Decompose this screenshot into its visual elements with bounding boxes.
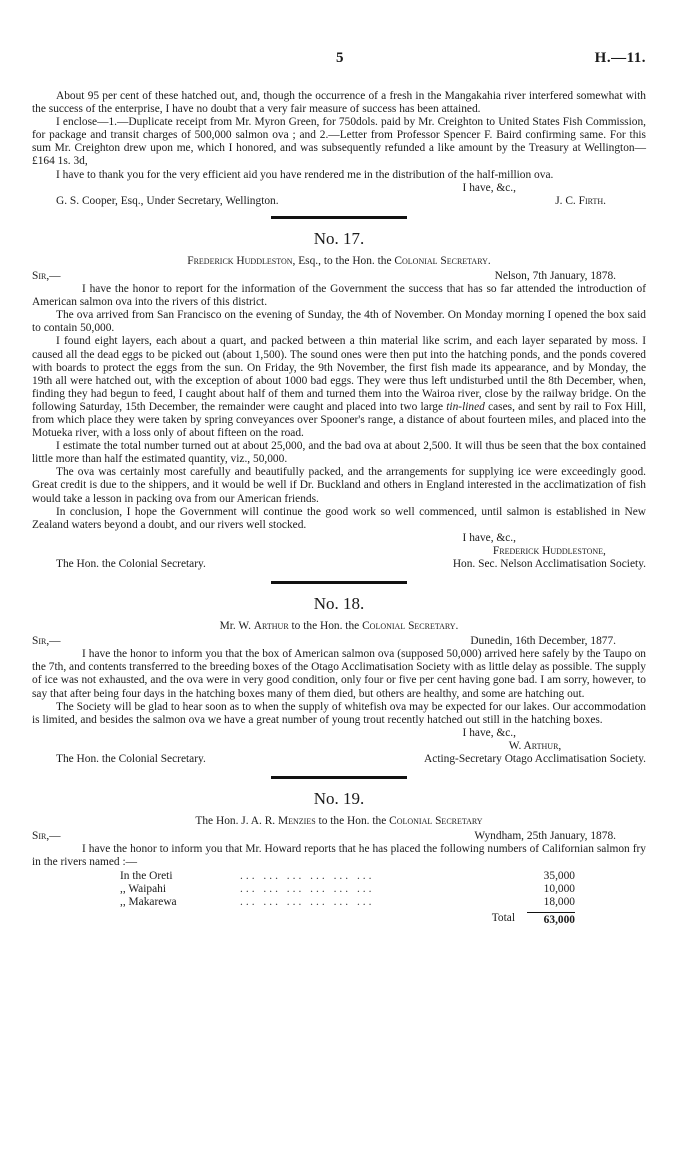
signature-block: Frederick Huddlestone, Hon. Sec. Nelson Acclimatisation Society. xyxy=(452,544,646,570)
section-divider xyxy=(271,216,407,219)
table-total: Total 63,000 xyxy=(491,911,575,926)
salutation: Sir,— xyxy=(32,269,61,282)
letter-number: No. 18. xyxy=(313,594,365,614)
closing-phrase: I have, &c., xyxy=(462,531,516,544)
table-row: ,, Makarewa ... ... ... ... ... ... 18,000 xyxy=(120,895,575,908)
closing-phrase: I have, &c., xyxy=(462,181,516,194)
addressee: G. S. Cooper, Esq., Under Secretary, Wellington. xyxy=(56,194,279,207)
paragraph: I found eight layers, each about a quart, and packed between a thin material like scrim, and each layer separated by moss. I caused all the dead eggs to be picked out (about 1,500). The sound ones were then put into the hatching ponds, and the ponds covered with boards to protect the eggs from the sun. On Friday, the 9th November, the first fish made its appearance, and by Monday, the 19th all were hatched out, with the exception of about 1000 bad eggs. They were thus left undisturbed until the 8th December, when, finding they had begun to feed, I caught about half of them and turned them into the Wairoa river, close by the railway bridge. On the following Saturday, 15th December, the remainder were caught and placed into two large tin-lined cases, and sent by rail to Fox Hill, from which place they were taken by spring conveyances over Spooner's range, a distance of about fourteen miles, and placed into the Motueka river, with a loss only of about fifteen on the road. xyxy=(32,335,646,440)
letter-16-continuation xyxy=(32,90,646,208)
salmon-fry-table xyxy=(120,870,575,927)
letter-18 xyxy=(32,594,646,766)
paragraph: The ova was certainly most carefully and beautifully packed, and the arrangements for supplying ice were exceedingly good. Great credit is due to the shippers, and it would be well if Dr. Buckland and others in England interested in the acclimatization of fish would take a lesson in packing ova from our American friends. xyxy=(32,466,646,505)
page-number: 5 xyxy=(336,50,344,66)
letter-number: No. 19. xyxy=(313,789,365,809)
table-row: ,, Waipahi ... ... ... ... ... ... 10,000 xyxy=(120,882,575,895)
paragraph: I enclose—1.—Duplicate receipt from Mr. Myron Green, for 750dols. paid by Mr. Creighton to United States Fish Commission, for package and transit charges of 500,000 salmon ova ; and 2.—Letter from Professor Spencer F. Baird confirming same. For this sum Mr. Creighton drew upon me, which I honored, and was subsequently refunded a like amount by the Treasury at Wellington—£164 1s. 3d, xyxy=(32,116,646,168)
letter-17 xyxy=(32,229,646,571)
paragraph: I estimate the total number turned out at about 25,000, and the bad ova at about 2,500. It will thus be seen that the box contained little more than half the estimated quantity, viz., 50,000. xyxy=(32,440,646,466)
place-date: Wyndham, 25th January, 1878. xyxy=(474,830,616,843)
place-date: Dunedin, 16th December, 1877. xyxy=(470,635,616,648)
paragraph: The Society will be glad to hear soon as to when the supply of whitefish ova may be expected for our lakes. Our accommodation is limited, and besides the salmon ova we have a great number of young trout recently hatched out still in the hatching boxes. xyxy=(32,700,646,726)
section-divider xyxy=(271,581,407,584)
section-divider xyxy=(271,776,407,779)
paragraph: I have the honor to report for the information of the Government the success that has so far attended the introduction of American salmon ova into the rivers of this district. xyxy=(32,283,646,309)
paragraph: I have the honor to inform you that the box of American salmon ova (supposed 50,000) arrived here safely by the Taupo on the 7th, and contents transferred to the breeding boxes of the Otago Acclimatisation Society with as little delay as possible. The supply of ice was not exhausted, and the ova were in very good condition, only four or five per cent having gone bad. I am sorry, however, to say that after being four days in the hatching boxes many of them died, but others are healthy, and some are hatching out. xyxy=(32,648,646,700)
paragraph: In conclusion, I hope the Government will continue the good work so well commenced, until salmon is established in New Zealand waters beyond a doubt, and our rivers well stocked. xyxy=(32,505,646,531)
document-code: H.—11. xyxy=(594,50,646,66)
salutation: Sir,— xyxy=(32,830,61,843)
paragraph: The ova arrived from San Francisco on the evening of Sunday, the 4th of November. On Monday morning I opened the box said to contain 50,000. xyxy=(32,309,646,335)
letter-number: No. 17. xyxy=(313,228,365,248)
letter-heading: The Hon. J. A. R. Menzies to the Hon. the Colonial Secretary xyxy=(195,815,483,828)
letter-heading: Frederick Huddleston, Esq., to the Hon. the Colonial Secretary. xyxy=(187,254,491,267)
signature-block: W. Arthur, Acting-Secretary Otago Acclimatisation Society. xyxy=(424,739,646,766)
paragraph: I have the honor to inform you that Mr. Howard reports that he has placed the following numbers of Californian salmon fry in the rivers named :— xyxy=(32,843,646,869)
paragraph: About 95 per cent of these hatched out, and, though the occurrence of a fresh in the Mangakahia river interfered somewhat with the success of the enterprise, I have no doubt that a very fair measure of success has been attained. xyxy=(32,90,646,116)
table-row: In the Oreti ... ... ... ... ... ... 35,000 xyxy=(120,869,575,882)
signatory: J. C. Firth. xyxy=(555,194,606,207)
paragraph: I have to thank you for the very efficient aid you have rendered me in the distribution of the half-million ova. xyxy=(56,168,554,181)
closing-phrase: I have, &c., xyxy=(462,726,516,739)
place-date: Nelson, 7th January, 1878. xyxy=(494,269,616,282)
letter-heading: Mr. W. Arthur to the Hon. the Colonial Secretary. xyxy=(219,620,459,633)
page-header xyxy=(32,52,646,76)
addressee: The Hon. the Colonial Secretary. xyxy=(56,753,206,766)
salutation: Sir,— xyxy=(32,635,61,648)
addressee: The Hon. the Colonial Secretary. xyxy=(56,558,206,570)
letter-19 xyxy=(32,789,646,927)
